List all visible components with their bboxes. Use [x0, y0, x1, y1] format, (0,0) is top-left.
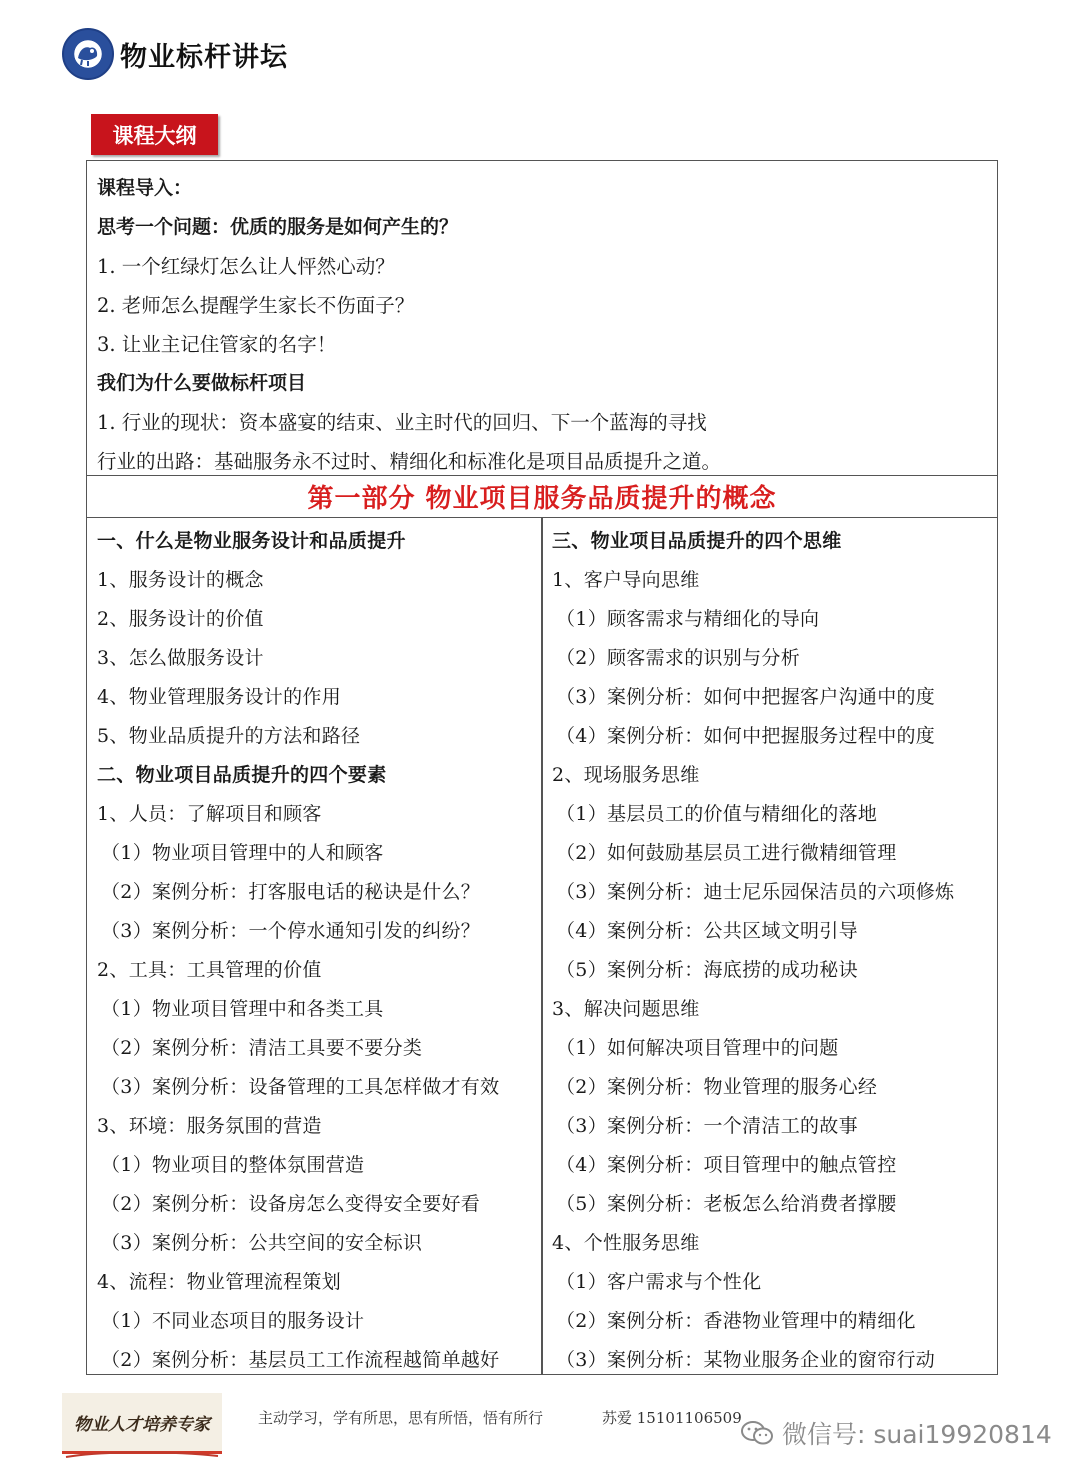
intro-line: 2. 老师怎么提醒学生家长不伤面子？: [97, 294, 415, 317]
intro-line: 思考一个问题：优质的服务是如何产生的？: [97, 216, 459, 238]
intro-line: 课程导入：: [97, 177, 193, 199]
right-column-line: （5）案例分析：海底捞的成功秘诀: [556, 959, 858, 981]
right-column-line: （3）案例分析：如何中把握客户沟通中的度: [556, 686, 936, 708]
right-column-line: 三、物业项目品质提升的四个思维: [552, 530, 842, 552]
intro-line: 3. 让业主记住管家的名字！: [97, 333, 337, 356]
right-column-line: （4）案例分析：项目管理中的触点管控: [556, 1154, 897, 1176]
left-column-line: 5、物业品质提升的方法和路径: [97, 725, 361, 747]
section-tag: 课程大纲: [91, 114, 218, 155]
footer-slogan: 主动学习，学有所思，思有所悟，悟有所行: [258, 1409, 544, 1427]
right-column-line: （2）顾客需求的识别与分析: [556, 647, 800, 669]
right-column-line: 1、客户导向思维: [552, 569, 700, 591]
logo-icon: [62, 28, 114, 80]
right-column-line: （1）基层员工的价值与精细化的落地: [556, 803, 878, 825]
right-column-line: （5）案例分析：老板怎么给消费者撑腰: [556, 1193, 897, 1215]
left-column-line: （2）案例分析：设备房怎么变得安全要好看: [101, 1193, 481, 1215]
intro-line: 1. 一个红绿灯怎么让人怦然心动？: [97, 255, 395, 278]
wechat-icon: [740, 1419, 774, 1447]
header: [62, 26, 288, 82]
left-column: [86, 517, 543, 1375]
wechat-id: [740, 1415, 1052, 1451]
right-column-line: 4、个性服务思维: [552, 1232, 700, 1254]
left-column-line: （3）案例分析：一个停水通知引发的纠纷？: [101, 920, 481, 942]
left-column-line: 1、服务设计的概念: [97, 569, 264, 591]
left-column-line: 4、流程：物业管理流程策划: [97, 1271, 341, 1293]
left-column-line: 4、物业管理服务设计的作用: [97, 686, 341, 708]
left-column-line: （1）物业项目管理中的人和顾客: [101, 842, 384, 864]
left-column-line: 1、人员：了解项目和顾客: [97, 803, 322, 825]
right-column-line: （1）顾客需求与精细化的导向: [556, 608, 820, 630]
left-column-line: 2、工具：工具管理的价值: [97, 959, 322, 981]
right-column-line: （2）案例分析：物业管理的服务心经: [556, 1076, 878, 1098]
right-column-line: （4）案例分析：如何中把握服务过程中的度: [556, 725, 936, 747]
left-column-line: 3、环境：服务氛围的营造: [97, 1115, 322, 1137]
left-column-line: 2、服务设计的价值: [97, 608, 264, 630]
part-title: 第一部分 物业项目服务品质提升的概念: [86, 475, 998, 518]
left-column-line: （3）案例分析：设备管理的工具怎样做才有效: [101, 1076, 500, 1098]
left-column-line: （1）不同业态项目的服务设计: [101, 1310, 365, 1332]
footer-contact: 苏爱 15101106509: [602, 1409, 742, 1427]
right-column-line: 3、解决问题思维: [552, 998, 700, 1020]
right-column: [541, 517, 998, 1375]
right-column-line: （2）如何鼓励基层员工进行微精细管理: [556, 842, 897, 864]
footer-stamp: 物业人才培养专家: [62, 1393, 222, 1454]
brand-name: 物业标杆讲坛: [120, 41, 288, 73]
right-column-line: （3）案例分析：一个清洁工的故事: [556, 1115, 858, 1137]
stamp-stroke-icon: [62, 1451, 222, 1459]
right-column-line: （4）案例分析：公共区域文明引导: [556, 920, 858, 942]
right-column-line: （2）案例分析：香港物业管理中的精细化: [556, 1310, 916, 1332]
left-column-line: （2）案例分析：清洁工具要不要分类: [101, 1037, 423, 1059]
right-column-line: （3）案例分析：迪士尼乐园保洁员的六项修炼: [556, 881, 955, 903]
left-column-line: （2）案例分析：打客服电话的秘诀是什么？: [101, 881, 481, 903]
left-column-line: （1）物业项目的整体氛围营造: [101, 1154, 365, 1176]
wechat-text: 微信号: suai19920814: [782, 1420, 1052, 1449]
intro-box: [86, 160, 998, 476]
intro-line: 我们为什么要做标杆项目: [97, 372, 307, 394]
left-column-line: （3）案例分析：公共空间的安全标识: [101, 1232, 423, 1254]
footer: [0, 1385, 1080, 1475]
left-column-line: （1）物业项目管理中和各类工具: [101, 998, 384, 1020]
left-column-line: （2）案例分析：基层员工工作流程越简单越好: [101, 1349, 500, 1371]
right-column-line: 2、现场服务思维: [552, 764, 700, 786]
left-column-line: 二、物业项目品质提升的四个要素: [97, 764, 387, 786]
right-column-line: （1）客户需求与个性化: [556, 1271, 762, 1293]
intro-line: 1. 行业的现状：资本盛宴的结束、业主时代的回归、下一个蓝海的寻找: [97, 411, 707, 434]
left-column-line: 一、什么是物业服务设计和品质提升: [97, 530, 406, 552]
intro-line: 行业的出路：基础服务永不过时、精细化和标准化是项目品质提升之道。: [97, 450, 722, 473]
right-column-line: （1）如何解决项目管理中的问题: [556, 1037, 839, 1059]
left-column-line: 3、怎么做服务设计: [97, 647, 264, 669]
right-column-line: （3）案例分析：某物业服务企业的窗帘行动: [556, 1349, 936, 1371]
